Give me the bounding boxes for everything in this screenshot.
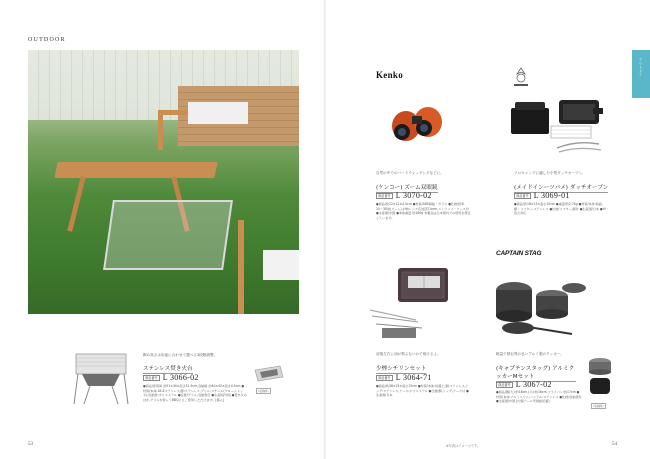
aluminum-cooker-image — [492, 268, 590, 342]
shichirin-set-image — [368, 262, 452, 342]
fire-stand-name: ステンレス焚き火台 — [143, 366, 193, 372]
code-label: 商品番号 — [378, 375, 391, 380]
binoculars-code: L 3070-02 — [395, 191, 432, 200]
hero-back-chair-seat — [188, 102, 248, 124]
fire-stand-image — [70, 346, 132, 408]
fire-stand-caption: 脚の高さは用途に合わせて選べる3段階調整。 — [143, 353, 218, 357]
binoculars-spec: ●商品/約12×12×4.5cm ●材質/ABS樹脂・ガラス ●仕様/倍率10〜30倍(ズーム),対物レンズ有効径21mm,ストラップ・ケース付 ●生産国/中国 ●本体重量 約160g 本製品は日本国内での使用を想定しています。 — [376, 202, 471, 220]
hero-grill — [103, 200, 233, 270]
page-gutter — [324, 0, 326, 459]
dutch-oven-image — [507, 96, 607, 160]
side-tab-label: アウトドア — [638, 58, 642, 77]
category-side-tab[interactable] — [632, 50, 650, 98]
code-label: 商品番号 — [145, 375, 158, 380]
cooker-spec: ●商品/鍋(大):約18cm,(小):約16cm,フライパン:約17cm ●材質/本体:アルミニウム,ハンドル:ステンレス ●仕様/収納袋付 ●生産国/中国 [内箱テール実価格記載] — [496, 390, 582, 404]
shichirin-name: 少煙シチリンセット — [376, 366, 427, 372]
binoculars-caption: 自然の中でのバードウォッチングなどに。 — [376, 171, 444, 175]
code-label: 商品番号 — [498, 382, 511, 387]
fire-stand-code: L 3066-02 — [162, 373, 199, 382]
page-number-right: 54 — [612, 442, 617, 447]
page-number-left: 53 — [28, 442, 33, 447]
tsubame-brand-icon — [511, 66, 531, 88]
footnote: ※写真はイメージです。 — [446, 444, 481, 448]
binoculars-name: (ケンコー) ズーム双眼鏡 — [376, 185, 438, 191]
hero-photo — [28, 50, 299, 314]
dutch-oven-code: L 3069-01 — [533, 191, 570, 200]
dutch-oven-code-row — [514, 191, 570, 200]
hero-table — [54, 162, 217, 178]
cooker-code: L 3067-02 — [515, 380, 552, 389]
section-label: OUTDOOR — [28, 37, 66, 43]
code-label: 商品番号 — [378, 193, 391, 198]
fire-stand-folded-image — [252, 364, 286, 384]
cooker-caption: 軽量で熱伝導の良いアルミ製のクッカー。 — [496, 352, 564, 356]
fire-stand-folded-tag: (収納時) — [258, 389, 269, 393]
hero-chair-seat — [263, 250, 299, 280]
cooker-stacked-tag: (収納時) — [593, 404, 604, 408]
shichirin-code: L 3064-71 — [395, 373, 432, 382]
fire-stand-spec: ●商品/使用時 約51×34×高さ31.5cm,収納時 約40×42×高さ4.5cm ●材質/本体:18-8ステンレス,脚:ステンレス,グリル:スチール(クロームメッキ),収納袋:ポリエステル ●仕様/グリル,収納袋付 ●生産国/中国 ●焚き火のほか,グリルを使ってBBQにもご使用いただけます。[箱入] — [143, 384, 247, 402]
binoculars-image — [386, 100, 450, 148]
shichirin-code-row — [376, 373, 432, 382]
dutch-oven-caption: ソロキャンプに適した小型ダッチオーブン。 — [514, 171, 586, 175]
dutch-oven-spec: ●商品/約18×13×高さ10cm ●重量/約2.7kg ●材質/本体:鋳鉄,網・リフター:ステンレス ●仕様/リフター,網付 ●生産国/日本 ●IH・直火対応 — [514, 202, 609, 216]
binoculars-code-row — [376, 191, 432, 200]
shichirin-spec: ●商品/約38×25×高さ15cm ●材質/本体:珪藻土,網:ステンレス,トング:ステンレス,ケース:ポリエステル ●仕様/網,トング,ケース付 ●生産国/日本 — [376, 384, 469, 398]
shichirin-caption: 前後左右に油が飛ぶないので焼けるよ。 — [376, 352, 441, 356]
fire-stand-code-row — [143, 373, 199, 382]
cooker-name: (キャプテンスタッグ) アルミクッカーMセット — [496, 366, 575, 380]
hero-table-leg — [67, 176, 85, 232]
cooker-stacked-image — [586, 356, 614, 400]
dutch-oven-name: (メイドインーツバメ) ダッチオーブン — [514, 185, 609, 191]
brand-kenko-logo: Kenko — [376, 70, 404, 80]
brand-captain-stag-logo: CAPTAIN STAG — [496, 250, 542, 257]
code-label: 商品番号 — [516, 193, 529, 198]
cooker-code-row — [496, 380, 552, 389]
